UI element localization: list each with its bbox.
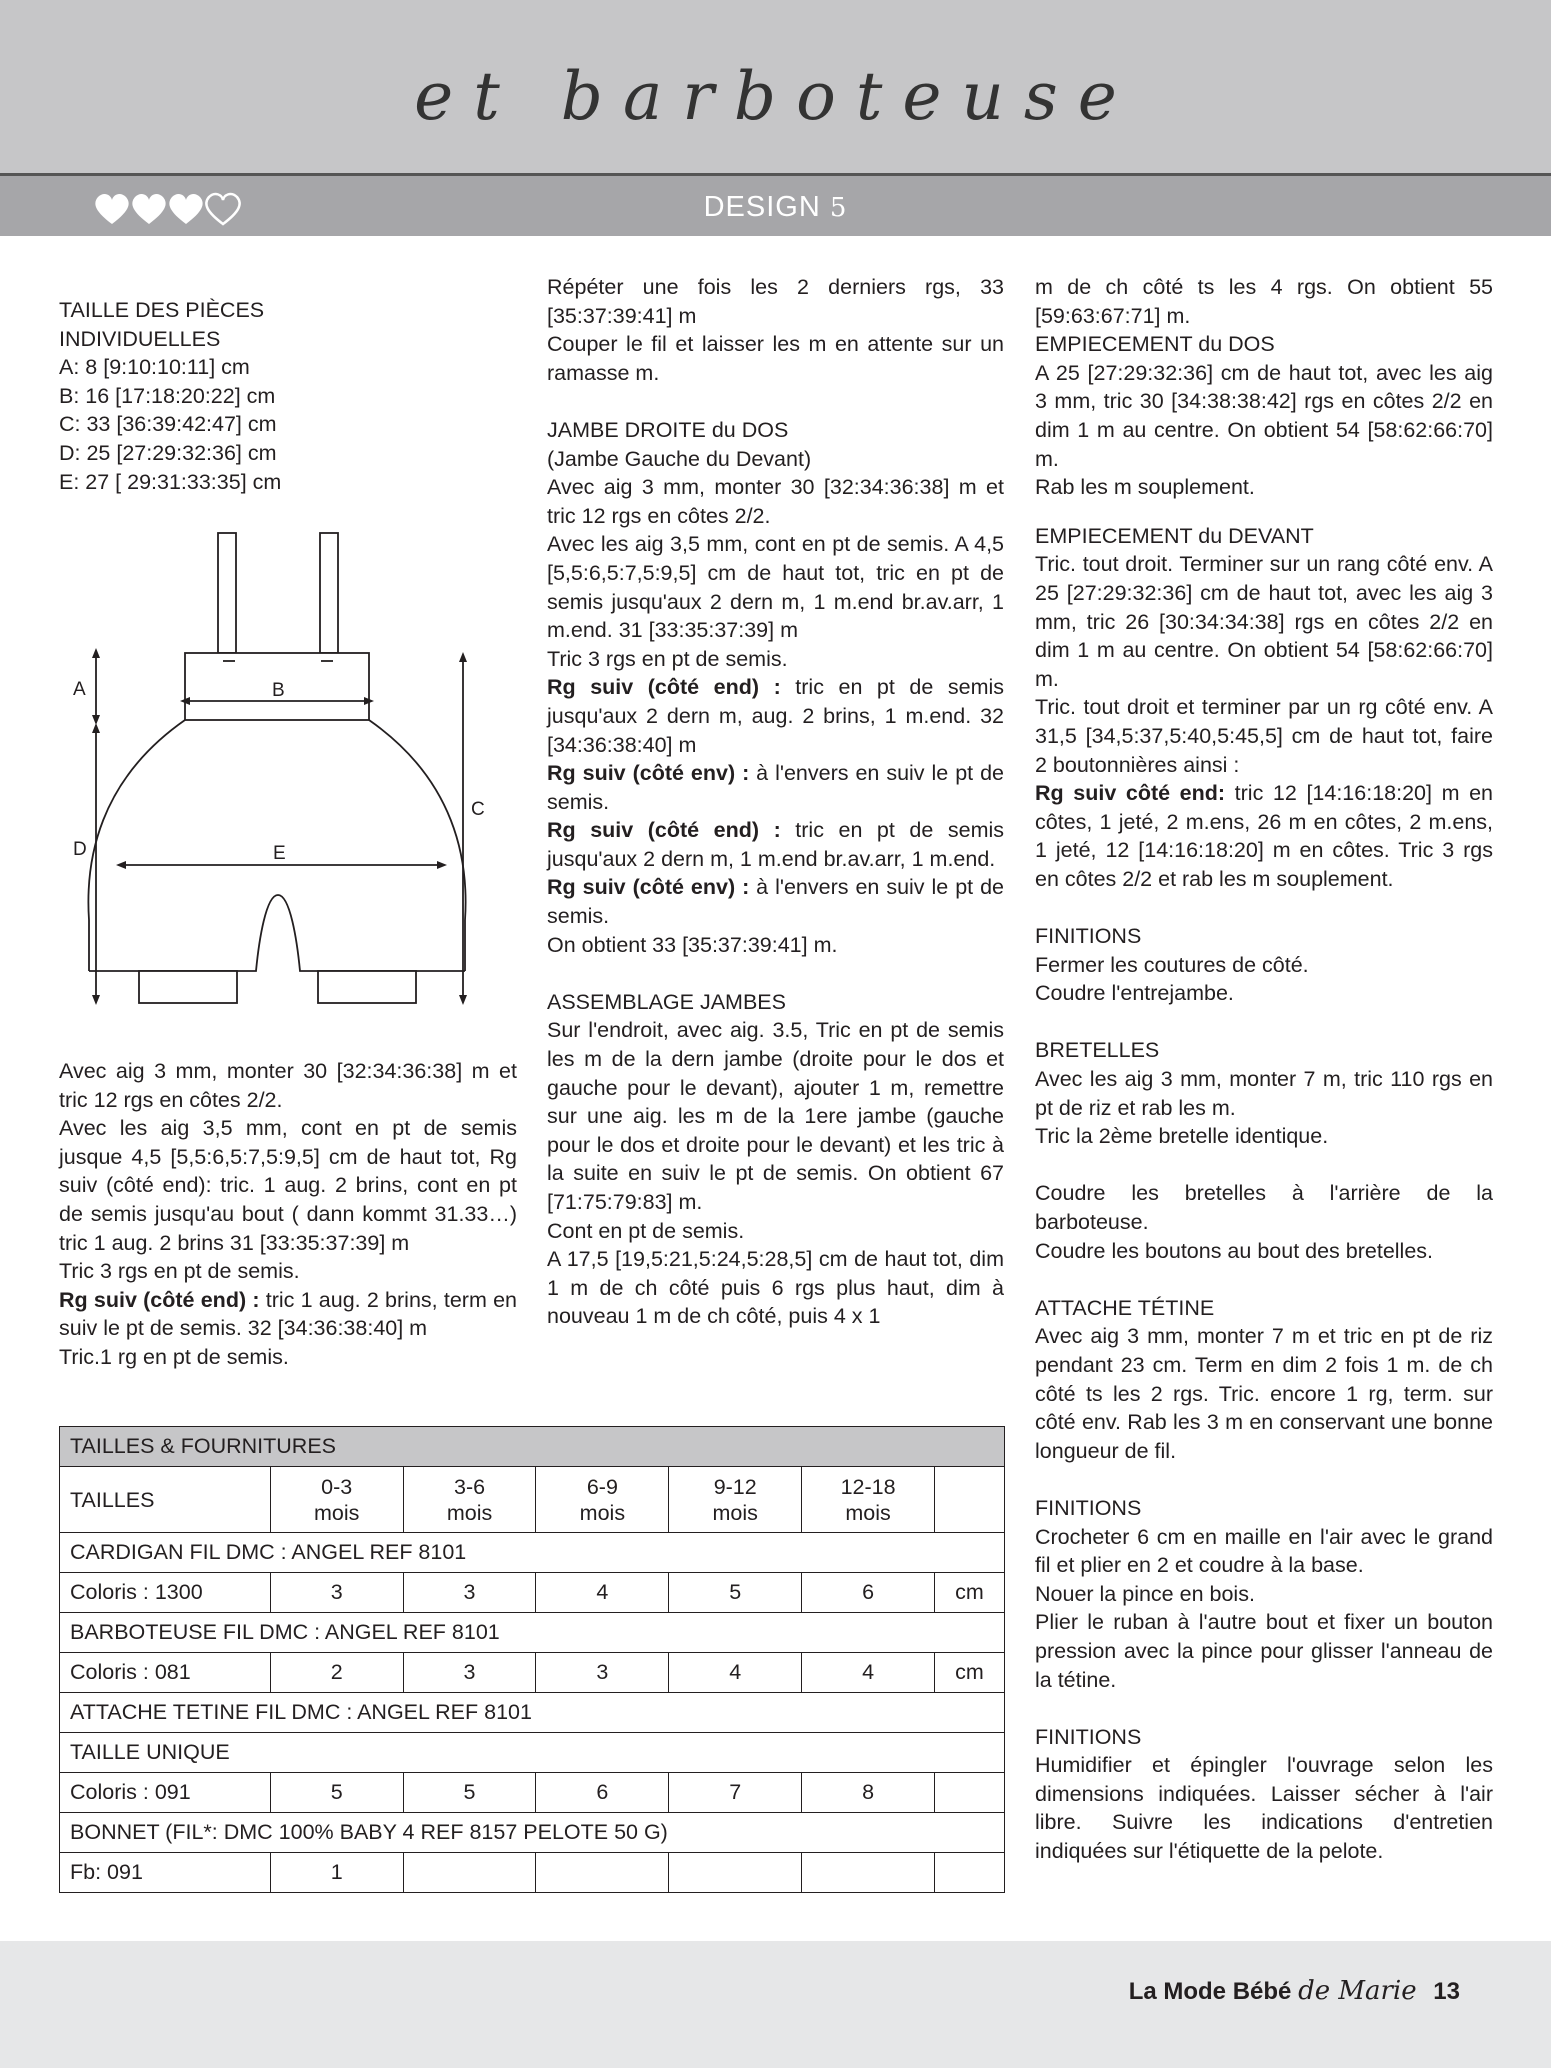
instruction-paragraph: Crocheter 6 cm en maille en l'air avec le grand fil et plier en 2 et coudre à la base.	[1035, 1524, 1493, 1578]
section-heading: ASSEMBLAGE JAMBES	[547, 989, 786, 1014]
instruction-paragraph	[547, 873, 1004, 930]
section-label: CARDIGAN FIL DMC : ANGEL REF 8101	[60, 1533, 1005, 1573]
row-text: tric 1 aug. 2 brins, term en suiv le pt de semis. 32 [34:36:38:40] m	[59, 1287, 517, 1341]
row-text: tric en pt de semis jusqu'aux 2 dern m, 1 m.end br.av.arr, 1 m.end.	[547, 818, 1005, 871]
instruction-paragraph: Tric. tout droit et terminer par un rg côté env. A 31,5 [34,5:37,5:40,5:45,5] cm de haut tot, faire 2 boutonnières ainsi :	[1035, 695, 1493, 777]
measurement-line: E: 27 [ 29:31:33:35] cm	[59, 469, 282, 494]
instruction-paragraph: Tric 3 rgs en pt de semis.	[59, 1259, 300, 1284]
section-heading: FINITIONS	[1035, 1495, 1142, 1520]
footer	[1129, 1976, 1460, 2006]
instruction-paragraph: Coudre les bretelles à l'arrière de la barboteuse.	[1035, 1181, 1493, 1234]
instruction-paragraph: Nouer la pince en bois.	[1035, 1581, 1255, 1606]
instruction-paragraph: Cont en pt de semis.	[547, 1218, 745, 1243]
quantity-cell: 5	[270, 1773, 403, 1813]
unit-cell: cm	[934, 1573, 1004, 1613]
instruction-paragraph: m de ch côté ts les 4 rgs. On obtient 55 [59:63:67:71] m.	[1035, 275, 1493, 328]
instruction-paragraph: Avec aig 3 mm, monter 30 [32:34:36:38] m et tric 12 rgs en côtes 2/2.	[59, 1059, 517, 1112]
instruction-paragraph: Répéter une fois les 2 derniers rgs, 33 [35:37:39:41] m	[547, 275, 1004, 328]
row-label: Rg suiv (côté end) :	[59, 1287, 260, 1312]
row-text: tric 12 [14:16:18:20] m en côtes, 1 jeté, 2 m.ens, 26 m en côtes, 2 m.ens, 1 jeté, 12 [14:16:18:20] m en côtes. Tric 3 rgs en côtes 2/2 et rab les m souplement.	[1035, 781, 1493, 891]
yoke-and-finishing-instructions	[1035, 273, 1493, 1866]
measurement-line: D: 25 [27:29:32:36] cm	[59, 440, 277, 465]
instruction-paragraph: A 17,5 [19,5:21,5:24,5:28,5] cm de haut tot, dim 1 m de ch côté puis 6 rgs plus haut, dim à nouveau 1 m de ch côté, puis 4 x 1	[547, 1247, 1004, 1329]
romper-schematic	[59, 530, 509, 1020]
unit-cell	[934, 1773, 1004, 1813]
quantity-cell	[802, 1853, 935, 1893]
measurement-line: C: 33 [36:39:42:47] cm	[59, 412, 277, 437]
section-heading: EMPIECEMENT du DEVANT	[1035, 523, 1314, 548]
magazine-name: La Mode Bébé	[1128, 1978, 1292, 2005]
unit-cell: cm	[934, 1653, 1004, 1693]
section-heading: INDIVIDUELLES	[59, 326, 221, 351]
row-label: Rg suiv (côté end) :	[547, 818, 781, 843]
instruction-paragraph: Avec les aig 3,5 mm, cont en pt de semis jusque 4,5 [5,5:6,5:7,5:9,5] cm de haut tot, Rg suiv (côté end): tric. 1 aug. 2 brins, cont en pt de semis jusqu'au bout ( dann kommt 31.33…) tric 1 aug. 2 brins 31 [33:35:37:39] m	[59, 1116, 517, 1255]
label-d: D	[73, 839, 87, 860]
table-section-row	[60, 1693, 1005, 1733]
instruction-paragraph: Sur l'endroit, avec aig. 3.5, Tric en pt de semis les m de la dern jambe (droite pour le dos et gauche pour le devant), ajouter 1 m, remettre sur une aig. les m de la 1ere jambe (gauche pour le dos et droite pour le devant) et les tric à la suite en suiv le pt de semis. On obtient 67 [71:75:79:83] m.	[547, 1018, 1004, 1214]
quantity-cell: 8	[802, 1773, 935, 1813]
row-text: à l'envers en suiv le pt de semis.	[547, 761, 1004, 814]
instruction-paragraph: Tric. tout droit. Terminer sur un rang côté env. A 25 [27:29:32:36] cm de haut tot, avec les aig 3 mm, tric 26 [30:34:34:38] rgs en côtes 2/2 en dim 1 m au centre. On obtient 54 [58:62:66:70] m.	[1035, 552, 1493, 691]
coloris-label: Coloris : 081	[60, 1653, 271, 1693]
coloris-label: Coloris : 1300	[60, 1573, 271, 1613]
unit-cell	[934, 1853, 1004, 1893]
sizes-row	[60, 1467, 1005, 1533]
quantity-cell	[403, 1853, 536, 1893]
page-title: et barboteuse	[414, 58, 1137, 135]
quantity-cell: 3	[403, 1573, 536, 1613]
instruction-paragraph: On obtient 33 [35:37:39:41] m.	[547, 932, 838, 957]
section-heading: ATTACHE TÉTINE	[1035, 1295, 1215, 1320]
label-a: A	[73, 679, 86, 700]
quantity-cell: 3	[270, 1573, 403, 1613]
table-title: TAILLES & FOURNITURES	[60, 1427, 1005, 1467]
table-row	[60, 1853, 1005, 1893]
row-label: Rg suiv (côté env) :	[547, 761, 750, 786]
coloris-label: Fb: 091	[60, 1853, 271, 1893]
row-text: tric en pt de semis jusqu'aux 2 dern m, aug. 2 brins, 1 m.end. 32 [34:36:38:40] m	[547, 675, 1005, 757]
section-label: ATTACHE TETINE FIL DMC : ANGEL REF 8101	[60, 1693, 1005, 1733]
piece-sizes-section	[59, 296, 519, 496]
label-e: E	[273, 843, 286, 864]
design-number: 5	[829, 193, 848, 223]
instruction-paragraph: Avec aig 3 mm, monter 7 m et tric en pt de riz pendant 23 cm. Term en dim 2 fois 1 m. de ch côté ts les 2 rgs. Tric. encore 1 rg, term. sur côté env. Rab les 3 m en conservant une bonne longueur de fil.	[1035, 1324, 1493, 1463]
row-label: Rg suiv (côté env) :	[547, 875, 750, 900]
sizes-label: TAILLES	[60, 1467, 271, 1533]
empty-cell	[934, 1467, 1004, 1533]
instruction-paragraph	[547, 759, 1004, 816]
instruction-paragraph: Coudre l'entrejambe.	[1035, 981, 1234, 1006]
instruction-paragraph: Rab les m souplement.	[1035, 475, 1255, 500]
quantity-cell: 2	[270, 1653, 403, 1693]
section-heading: TAILLE DES PIÈCES	[59, 298, 265, 322]
section-heading: EMPIECEMENT du DOS	[1035, 332, 1275, 357]
instruction-paragraph: A 25 [27:29:32:36] cm de haut tot, avec les aig 3 mm, tric 30 [34:38:38:42] rgs en côtes 2/2 en dim 1 m au centre. On obtient 54 [58:62:66:70] m.	[1035, 360, 1493, 471]
size-cell: 3-6 mois	[403, 1467, 536, 1533]
design-text: DESIGN	[703, 191, 821, 223]
table-row	[60, 1773, 1005, 1813]
instruction-paragraph: Avec les aig 3 mm, monter 7 m, tric 110 rgs en pt de riz et rab les m.	[1035, 1067, 1493, 1120]
instruction-paragraph: Avec aig 3 mm, monter 30 [32:34:36:38] m et tric 12 rgs en côtes 2/2.	[547, 475, 1004, 528]
section-heading: FINITIONS	[1035, 1724, 1142, 1749]
front-leg-instructions	[59, 1057, 517, 1372]
quantity-cell: 6	[802, 1573, 935, 1613]
table-section-row	[60, 1533, 1005, 1573]
label-b: B	[272, 680, 285, 701]
size-cell: 9-12 mois	[669, 1467, 802, 1533]
instruction-paragraph: Fermer les coutures de côté.	[1035, 952, 1309, 977]
table-row	[60, 1573, 1005, 1613]
quantity-cell	[669, 1853, 802, 1893]
left-strap	[218, 533, 236, 653]
quantity-cell	[536, 1853, 669, 1893]
section-label: BARBOTEUSE FIL DMC : ANGEL REF 8101	[60, 1613, 1005, 1653]
instruction-paragraph: Tric 3 rgs en pt de semis.	[547, 646, 788, 671]
quantity-cell: 7	[669, 1773, 802, 1813]
design-label	[0, 191, 1551, 224]
table-title-row	[60, 1427, 1005, 1467]
quantity-cell: 4	[536, 1573, 669, 1613]
instruction-paragraph	[59, 1286, 517, 1343]
quantity-cell: 4	[802, 1653, 935, 1693]
magazine-script: de Marie	[1298, 1976, 1417, 2006]
quantity-cell: 3	[403, 1653, 536, 1693]
measurement-line: B: 16 [17:18:20:22] cm	[59, 383, 276, 408]
right-strap	[320, 533, 338, 653]
left-cuff	[139, 971, 237, 1003]
section-heading: BRETELLES	[1035, 1038, 1160, 1063]
quantity-cell: 4	[669, 1653, 802, 1693]
instruction-paragraph: Couper le fil et laisser les m en attente sur un ramasse m.	[547, 332, 1004, 385]
quantity-cell: 5	[669, 1573, 802, 1613]
measurement-line: A: 8 [9:10:10:11] cm	[59, 355, 250, 380]
instruction-paragraph: Avec les aig 3,5 mm, cont en pt de semis. A 4,5 [5,5:6,5:7,5:9,5] cm de haut tot, tric en pt de semis jusqu'aux 2 dern m, 1 m.end br.av.arr, 1 m.end. 31 [33:35:37:39] m	[547, 532, 1004, 643]
quantity-cell: 6	[536, 1773, 669, 1813]
right-leg-instructions	[547, 273, 1004, 1331]
row-label: Rg suiv côté end:	[1035, 781, 1226, 806]
row-text: à l'envers en suiv le pt de semis.	[547, 875, 1004, 929]
instruction-paragraph: Coudre les boutons au bout des bretelles.	[1035, 1238, 1434, 1263]
table-section-row	[60, 1613, 1005, 1653]
sizes-supplies-table	[59, 1426, 1005, 1893]
size-cell: 6-9 mois	[536, 1467, 669, 1533]
instruction-paragraph: Plier le ruban à l'autre bout et fixer un bouton pression avec la pince pour glisser l'anneau de la tétine.	[1035, 1610, 1493, 1692]
section-heading: FINITIONS	[1035, 924, 1142, 949]
instruction-paragraph: Tric.1 rg en pt de semis.	[59, 1344, 289, 1369]
label-c: C	[471, 799, 485, 820]
table-section-row	[60, 1813, 1005, 1853]
table-section-row	[60, 1733, 1005, 1773]
quantity-cell: 5	[403, 1773, 536, 1813]
row-label: Rg suiv (côté end) :	[547, 675, 781, 700]
section-subheading: (Jambe Gauche du Devant)	[547, 446, 812, 471]
right-cuff	[318, 971, 416, 1003]
instruction-paragraph	[1035, 779, 1493, 893]
instruction-paragraph: Humidifier et épingler l'ouvrage selon les dimensions indiquées. Laisser sécher à l'air libre. Suivre les indications d'entretien indiquées sur l'étiquette de la pelote.	[1035, 1753, 1493, 1864]
table-row	[60, 1653, 1005, 1693]
quantity-cell: 1	[270, 1853, 403, 1893]
section-label: TAILLE UNIQUE	[60, 1733, 1005, 1773]
instruction-paragraph	[547, 816, 1004, 873]
section-label: BONNET (FIL*: DMC 100% BABY 4 REF 8157 PELOTE 50 G)	[60, 1813, 1005, 1853]
coloris-label: Coloris : 091	[60, 1773, 271, 1813]
size-cell: 0-3 mois	[270, 1467, 403, 1533]
quantity-cell: 3	[536, 1653, 669, 1693]
page-number: 13	[1433, 1978, 1460, 2005]
section-heading: JAMBE DROITE du DOS	[547, 417, 789, 442]
size-cell: 12-18 mois	[802, 1467, 935, 1533]
crotch-curve	[89, 895, 465, 971]
instruction-paragraph	[547, 673, 1004, 759]
instruction-paragraph: Tric la 2ème bretelle identique.	[1035, 1124, 1329, 1149]
